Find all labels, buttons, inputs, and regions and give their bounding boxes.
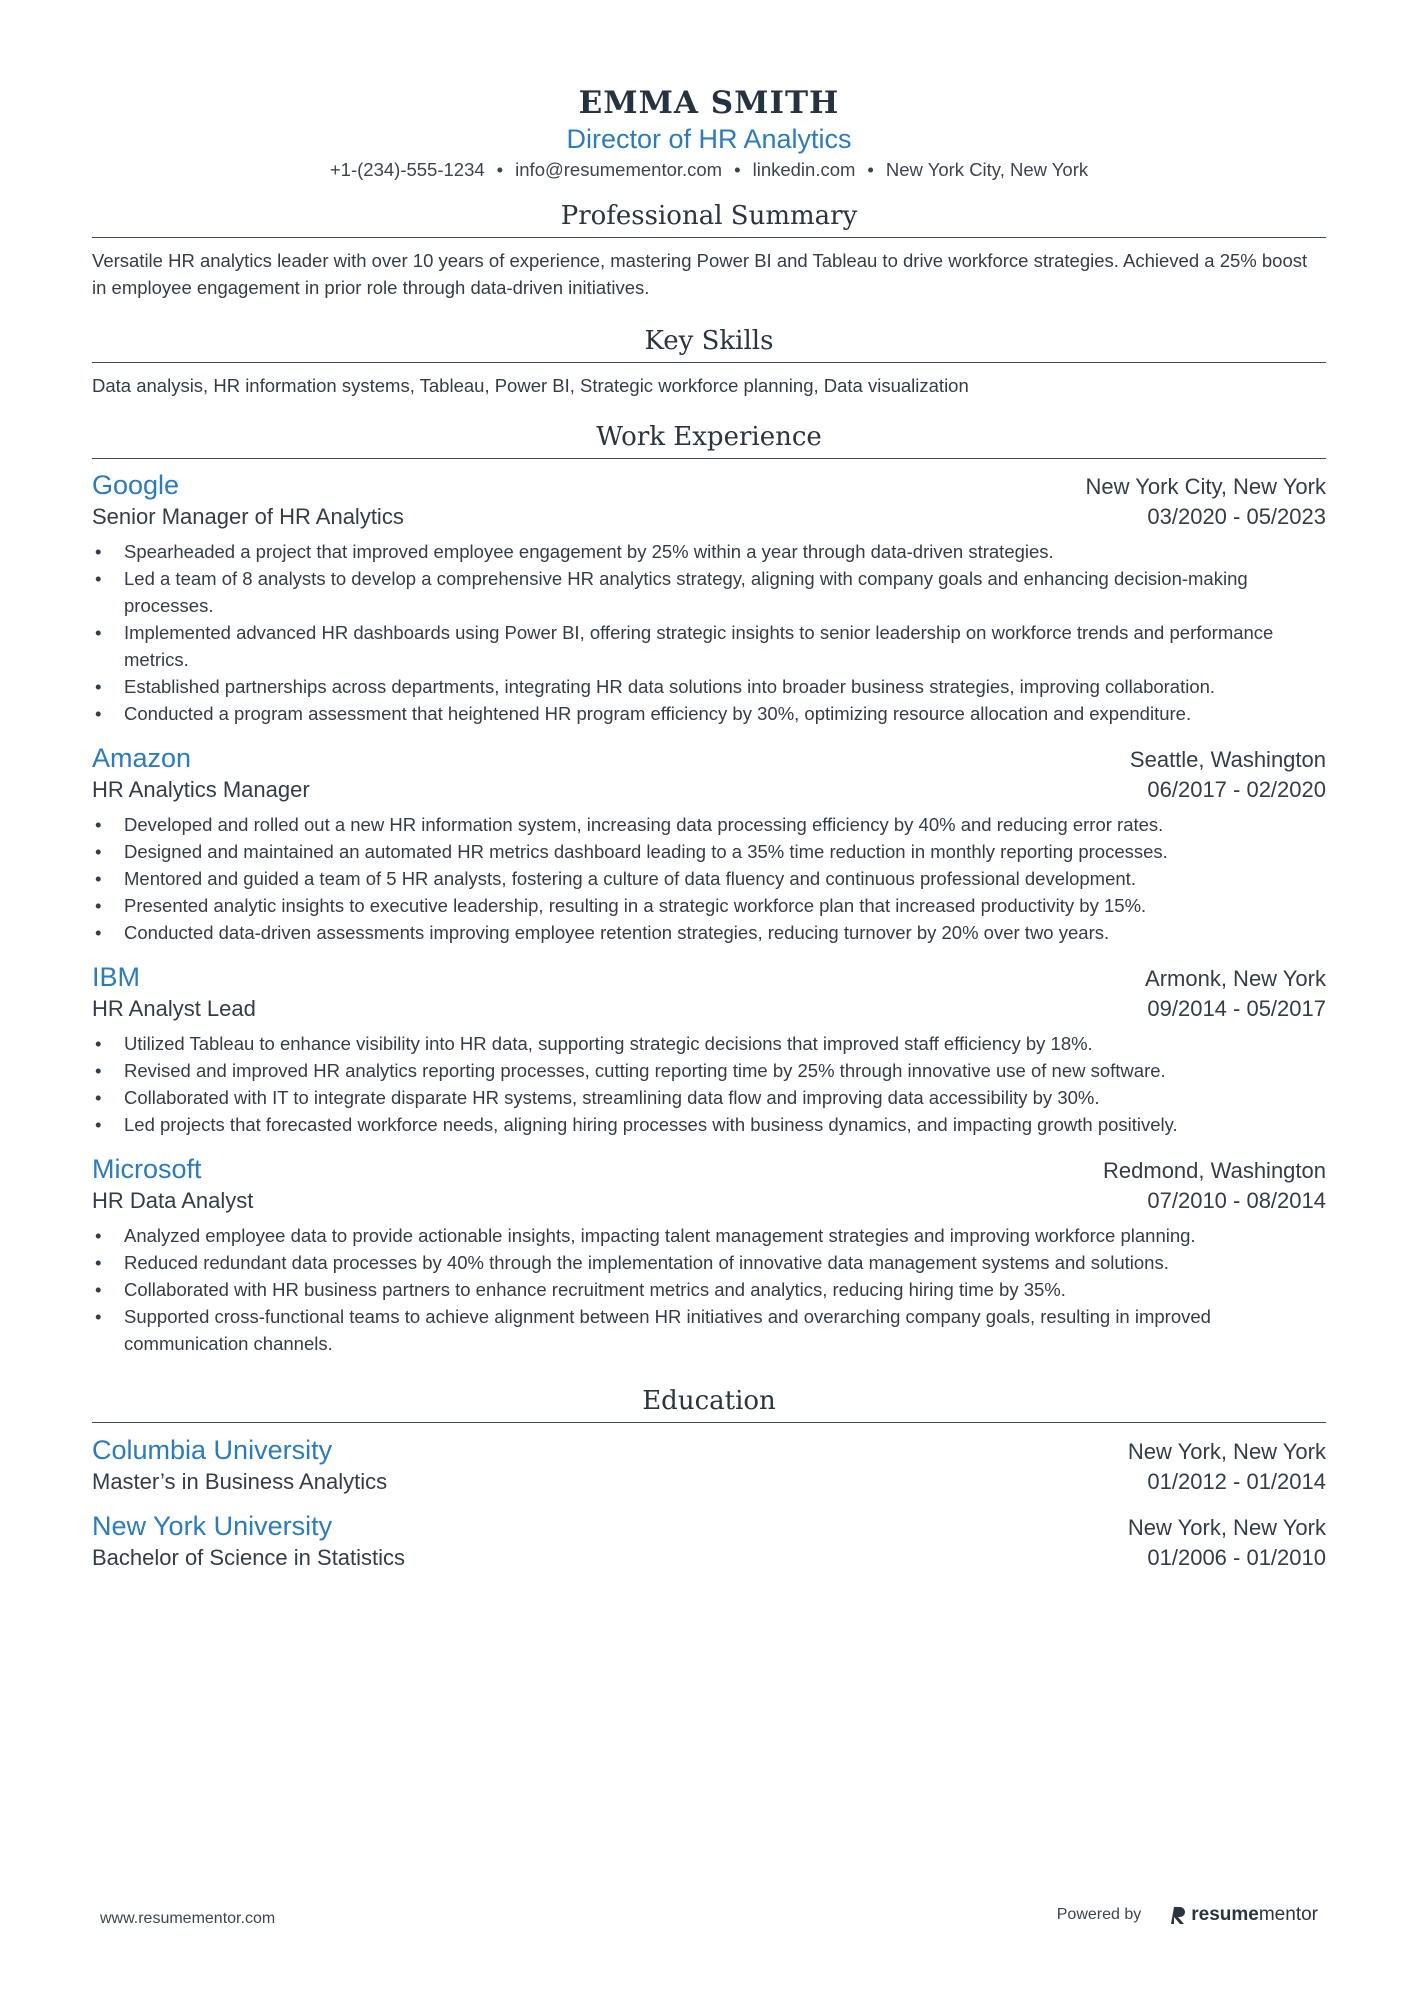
work-heading: Work Experience (92, 419, 1326, 459)
job-bullet: • Analyzed employee data to provide actionable insights, impacting talent management strategies and improving workforce planning. (92, 1222, 1326, 1249)
job-subheader-row (92, 502, 1326, 532)
school-entry (92, 1433, 1326, 1497)
job-header-row (92, 468, 1326, 502)
job-bullet: • Collaborated with IT to integrate disparate HR systems, streamlining data flow and improving data accessibility by 30%. (92, 1084, 1326, 1111)
job-entry (92, 960, 1326, 1138)
summary-section (92, 198, 1326, 301)
school-header-row (92, 1433, 1326, 1467)
school-location: New York, New York (1127, 1515, 1326, 1540)
brand-logo[interactable] (1171, 1904, 1318, 1926)
job-bullet: • Implemented advanced HR dashboards using Power BI, offering strategic insights to senior leadership on workforce trends and performance metrics. (92, 619, 1326, 673)
job-bullet: • Led projects that forecasted workforce needs, aligning hiring processes with business dynamics, and impacting growth positively. (92, 1111, 1326, 1138)
job-role: HR Analytics Manager (92, 777, 310, 802)
job-dates: 09/2014 - 05/2017 (1147, 996, 1326, 1021)
bullet-separator: • (734, 159, 741, 180)
contact-phone: +1-(234)-555-1234 (329, 159, 485, 180)
skills-section (92, 323, 1326, 399)
work-section (92, 419, 1326, 1357)
job-company: Amazon (92, 743, 192, 773)
job-role: Senior Manager of HR Analytics (92, 504, 404, 529)
school-subheader-row (92, 1543, 1326, 1573)
job-bullet: • Supported cross-functional teams to achieve alignment between HR initiatives and overarching company goals, resulting in improved communication channels. (92, 1303, 1326, 1357)
job-bullets (92, 538, 1326, 727)
contact-email[interactable]: info@resumementor.com (515, 159, 723, 180)
job-dates: 07/2010 - 08/2014 (1147, 1188, 1326, 1213)
powered-by-label: Powered by (1056, 1906, 1142, 1923)
summary-heading: Professional Summary (92, 198, 1326, 238)
job-location: Redmond, Washington (1103, 1158, 1326, 1183)
job-bullet: • Spearheaded a project that improved employee engagement by 25% within a year through data-driven strategies. (92, 538, 1326, 565)
job-company: IBM (92, 962, 141, 992)
bullet-separator: • (496, 159, 504, 180)
job-bullet: • Conducted a program assessment that heightened HR program efficiency by 30%, optimizing resource allocation and expenditure. (92, 700, 1326, 727)
school-location: New York, New York (1127, 1439, 1326, 1464)
brand-name-bold: resume (1191, 1904, 1259, 1925)
job-header-row (92, 1152, 1326, 1186)
job-header-row (92, 741, 1326, 775)
job-bullet: • Developed and rolled out a new HR information system, increasing data processing efficiency by 40% and reducing error rates. (92, 811, 1326, 838)
job-bullets (92, 1030, 1326, 1138)
school-subheader-row (92, 1467, 1326, 1497)
school-name: New York University (92, 1511, 333, 1541)
school-degree: Bachelor of Science in Statistics (92, 1545, 406, 1570)
resume-header (92, 84, 1326, 184)
job-entry (92, 1152, 1326, 1357)
job-bullet: • Revised and improved HR analytics reporting processes, cutting reporting time by 25% through innovative use of new software. (92, 1057, 1326, 1084)
job-bullet: • Led a team of 8 analysts to develop a comprehensive HR analytics strategy, aligning with company goals and enhancing decision-making processes. (92, 565, 1326, 619)
contact-linkedin[interactable]: linkedin.com (752, 159, 856, 180)
school-header-row (92, 1509, 1326, 1543)
candidate-title: Director of HR Analytics (566, 124, 852, 154)
school-dates: 01/2012 - 01/2014 (1147, 1469, 1326, 1494)
candidate-name: EMMA SMITH (578, 85, 840, 121)
resume-page (92, 84, 1326, 1573)
school-entry (92, 1509, 1326, 1573)
job-bullet: • Utilized Tableau to enhance visibility into HR data, supporting strategic decisions that improved staff efficiency by 18%. (92, 1030, 1326, 1057)
job-bullets (92, 811, 1326, 946)
school-degree: Master’s in Business Analytics (92, 1469, 388, 1494)
footer-website[interactable]: www.resumementor.com (100, 1910, 276, 1927)
job-bullet: • Reduced redundant data processes by 40% through the implementation of innovative data management systems and solutions. (92, 1249, 1326, 1276)
job-bullet: • Presented analytic insights to executive leadership, resulting in a strategic workforce plan that increased productivity by 15%. (92, 892, 1326, 919)
job-role: HR Analyst Lead (92, 996, 256, 1021)
job-subheader-row (92, 1186, 1326, 1216)
job-company: Microsoft (92, 1154, 202, 1184)
job-dates: 03/2020 - 05/2023 (1147, 504, 1326, 529)
job-location: New York City, New York (1085, 474, 1326, 499)
brand-name-light: mentor (1258, 1904, 1318, 1925)
job-bullet: • Conducted data-driven assessments improving employee retention strategies, reducing turnover by 20% over two years. (92, 919, 1326, 946)
contact-location: New York City, New York (885, 159, 1089, 180)
school-dates: 01/2006 - 01/2010 (1147, 1545, 1326, 1570)
job-bullet: • Mentored and guided a team of 5 HR analysts, fostering a culture of data fluency and continuous professional development. (92, 865, 1326, 892)
summary-text: Versatile HR analytics leader with over 10 years of experience, mastering Power BI and Tableau to drive workforce strategies. Achieved a 25% boost in employee engagement in prior role through data-driven initiatives. (92, 250, 1308, 298)
education-heading: Education (92, 1383, 1326, 1423)
job-bullet: • Established partnerships across departments, integrating HR data solutions into broader business strategies, improving collaboration. (92, 673, 1326, 700)
job-company: Google (92, 470, 180, 500)
footer-branding (1057, 1904, 1318, 1926)
job-entry (92, 741, 1326, 946)
job-bullet: • Designed and maintained an automated HR metrics dashboard leading to a 35% time reduction in monthly reporting processes. (92, 838, 1326, 865)
resumementor-logo-icon (1171, 1905, 1187, 1925)
contact-line (92, 156, 1326, 184)
skills-text: Data analysis, HR information systems, Tableau, Power BI, Strategic workforce planning, Data visualization (92, 375, 969, 396)
education-section (92, 1383, 1326, 1573)
job-header-row (92, 960, 1326, 994)
bullet-separator: • (867, 159, 874, 180)
job-bullet: • Collaborated with HR business partners to enhance recruitment metrics and analytics, reducing hiring time by 35%. (92, 1276, 1326, 1303)
job-subheader-row (92, 775, 1326, 805)
job-bullets (92, 1222, 1326, 1357)
job-dates: 06/2017 - 02/2020 (1147, 777, 1326, 802)
job-role: HR Data Analyst (92, 1188, 254, 1213)
job-subheader-row (92, 994, 1326, 1024)
skills-heading: Key Skills (92, 323, 1326, 363)
job-location: Armonk, New York (1145, 966, 1326, 991)
job-location: Seattle, Washington (1129, 747, 1326, 772)
school-name: Columbia University (92, 1435, 333, 1465)
job-entry (92, 468, 1326, 727)
